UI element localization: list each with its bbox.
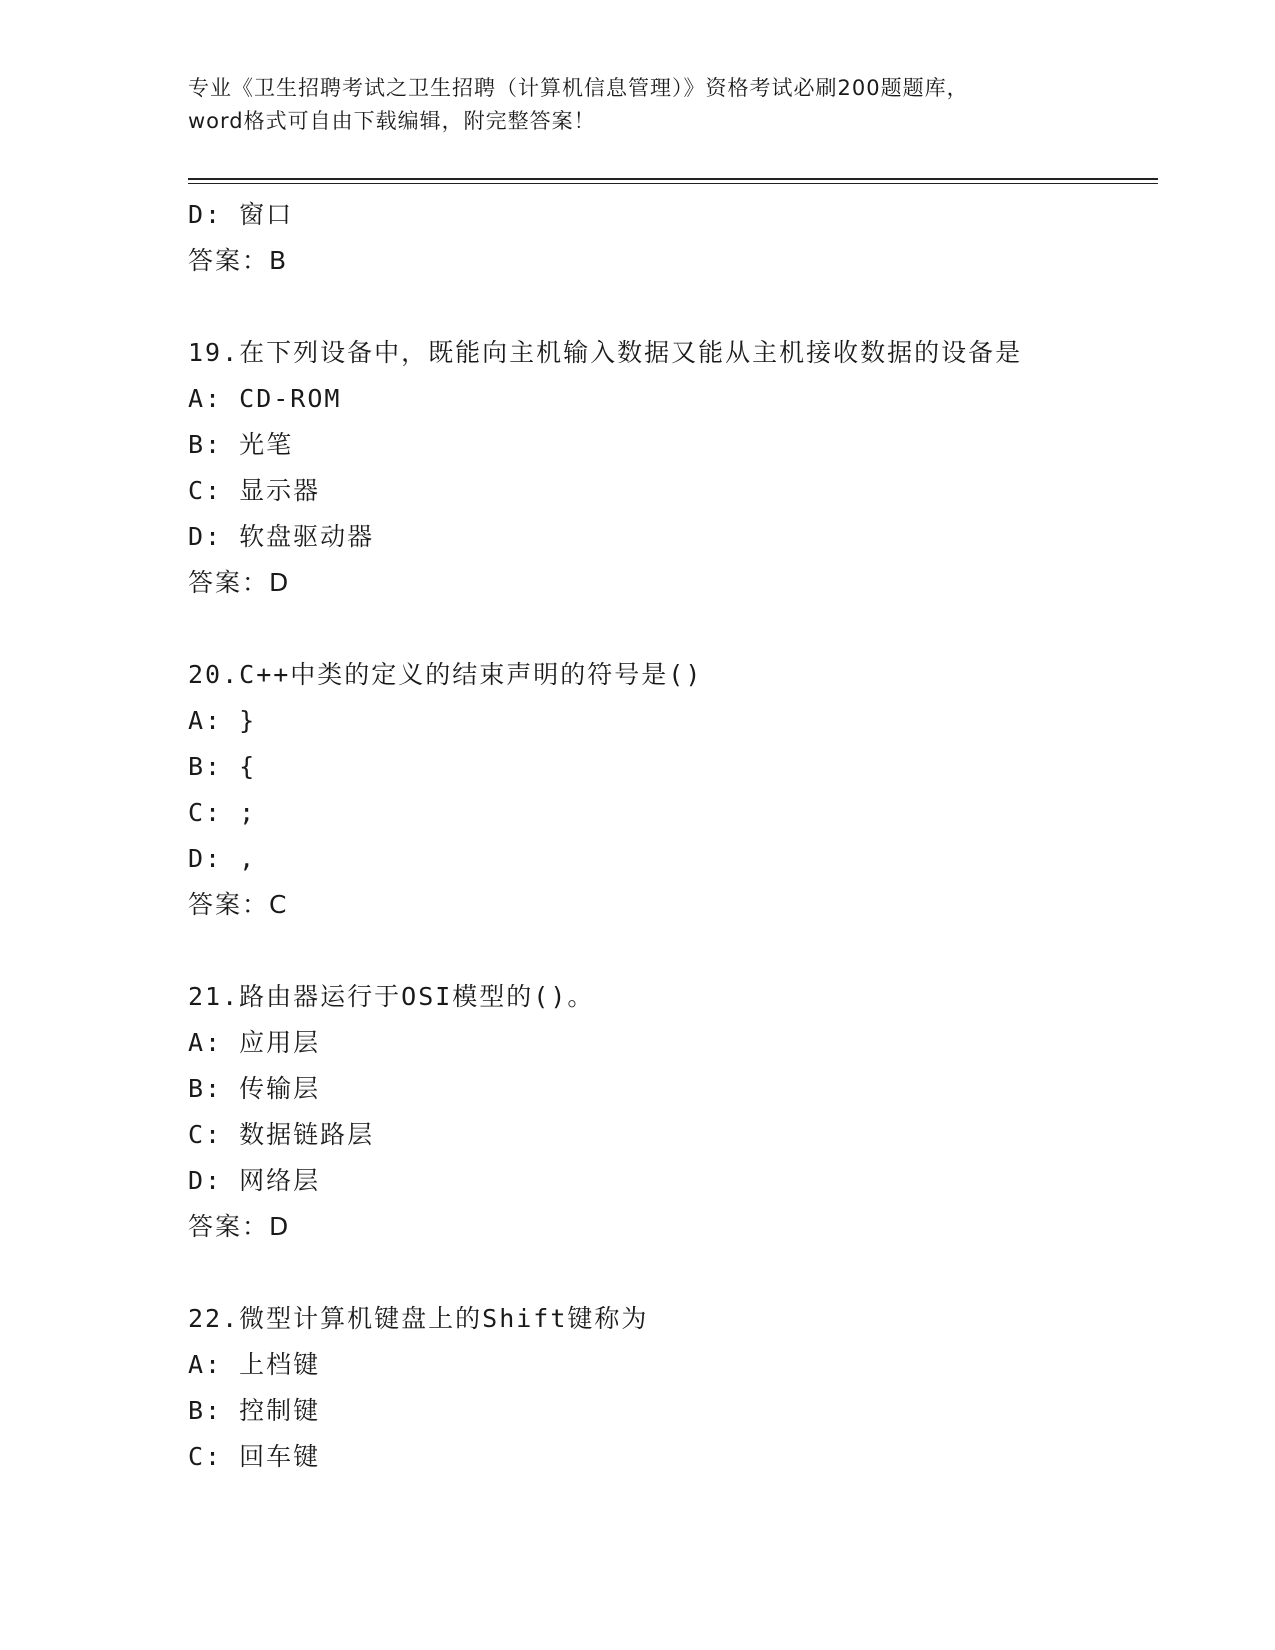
- option-d: D: ,: [188, 844, 257, 873]
- question-title: 22.微型计算机键盘上的Shift键称为: [188, 1304, 649, 1333]
- option-a: A: 应用层: [188, 1028, 321, 1057]
- question-title: 19.在下列设备中，既能向主机输入数据又能从主机接收数据的设备是: [188, 338, 1023, 367]
- option-a: A: CD-ROM: [188, 384, 342, 413]
- option-d: D: 网络层: [188, 1166, 321, 1195]
- header-divider-thin: [188, 183, 1158, 184]
- spacer: [188, 928, 1168, 974]
- option-b: B: 光笔: [188, 430, 294, 459]
- header-line-2: word格式可自由下载编辑，附完整答案！: [188, 109, 596, 133]
- spacer: [188, 1250, 1168, 1296]
- document-body: [188, 192, 1168, 1480]
- question-20: [188, 652, 1168, 928]
- question-19: [188, 330, 1168, 606]
- question-title: 21.路由器运行于OSI模型的()。: [188, 982, 595, 1011]
- spacer: [188, 284, 1168, 330]
- option-c: C: 显示器: [188, 476, 321, 505]
- question-22: [188, 1296, 1168, 1480]
- option-b: B: 传输层: [188, 1074, 321, 1103]
- answer: 答案：D: [188, 1212, 291, 1241]
- option-b: B: 控制键: [188, 1396, 321, 1425]
- prev-answer: 答案：B: [188, 246, 289, 275]
- prev-option-d: D: 窗口: [188, 200, 294, 229]
- question-title: 20.C++中类的定义的结束声明的符号是(): [188, 660, 703, 689]
- page-header: [188, 72, 1088, 138]
- option-d: D: 软盘驱动器: [188, 522, 375, 551]
- header-line-1: 专业《卫生招聘考试之卫生招聘（计算机信息管理）》资格考试必刷200题题库，: [188, 76, 969, 100]
- spacer: [188, 606, 1168, 652]
- answer: 答案：D: [188, 568, 291, 597]
- option-c: C: ;: [188, 798, 257, 827]
- option-a: A: 上档键: [188, 1350, 321, 1379]
- header-divider: [188, 178, 1158, 180]
- option-b: B: {: [188, 752, 257, 781]
- option-c: C: 数据链路层: [188, 1120, 375, 1149]
- answer: 答案：C: [188, 890, 289, 919]
- option-c: C: 回车键: [188, 1442, 321, 1471]
- option-a: A: }: [188, 706, 257, 735]
- question-21: [188, 974, 1168, 1250]
